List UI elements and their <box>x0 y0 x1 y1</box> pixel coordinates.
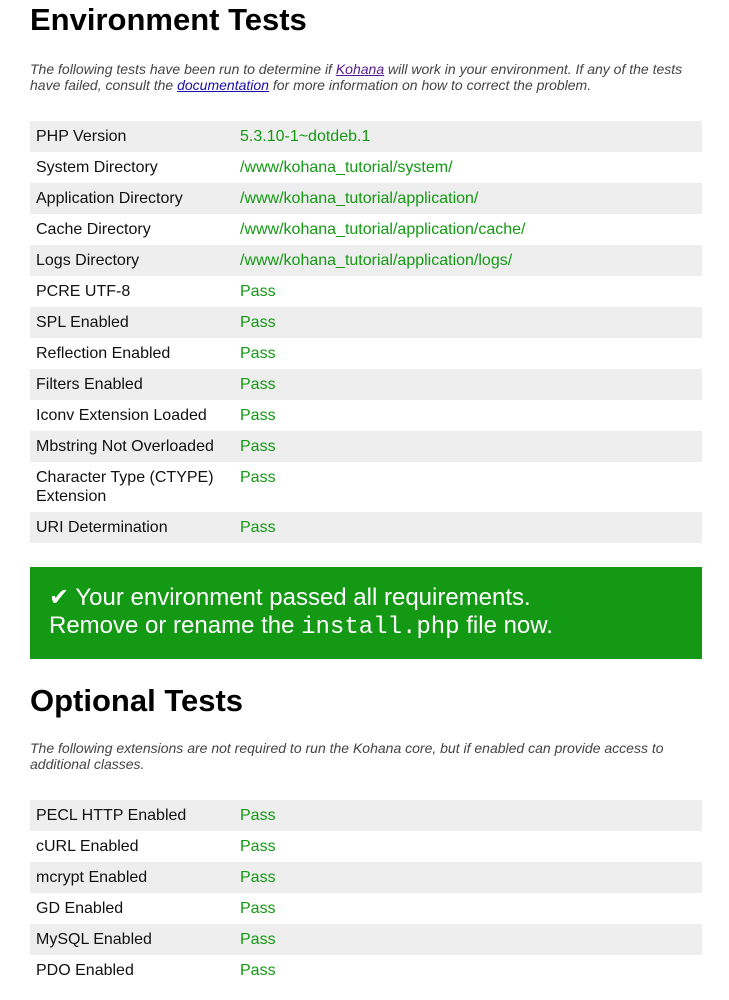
documentation-link[interactable]: documentation <box>177 77 269 93</box>
test-label: MySQL Enabled <box>30 924 234 955</box>
test-result: 5.3.10-1~dotdeb.1 <box>234 121 702 152</box>
test-result: Pass <box>234 369 702 400</box>
page-content <box>30 0 702 986</box>
environment-intro <box>30 61 702 93</box>
table-row <box>30 893 702 924</box>
test-result: Pass <box>234 307 702 338</box>
table-row <box>30 152 702 183</box>
test-label: PCRE UTF-8 <box>36 283 131 300</box>
test-result: Pass <box>234 800 702 831</box>
test-result: Pass <box>234 431 702 462</box>
table-row <box>30 121 702 152</box>
table-row <box>30 924 702 955</box>
test-label: System Directory <box>36 159 158 176</box>
table-row <box>30 276 702 307</box>
table-row <box>30 512 702 543</box>
test-result: /www/kohana_tutorial/application/ <box>234 183 702 214</box>
test-label: Logs Directory <box>30 245 234 276</box>
test-result: Pass <box>234 512 702 543</box>
environment-tests-table <box>30 121 702 543</box>
table-row <box>30 831 702 862</box>
test-result: Pass <box>240 838 276 855</box>
table-row <box>30 400 702 431</box>
test-label: Filters Enabled <box>30 369 234 400</box>
test-result: /www/kohana_tutorial/application/logs/ <box>234 245 702 276</box>
test-label: Iconv Extension Loaded <box>36 407 207 424</box>
test-label: Reflection Enabled <box>36 345 171 362</box>
success-banner <box>30 567 702 659</box>
test-label: cURL Enabled <box>36 838 139 855</box>
notice-text-start: Remove or rename the <box>49 612 302 639</box>
test-result: Pass <box>240 962 276 979</box>
test-result: /www/kohana_tutorial/application/cache/ <box>240 221 526 238</box>
table-row <box>30 862 702 893</box>
test-label: Mbstring Not Overloaded <box>30 431 234 462</box>
test-label: Character Type (CTYPE) Extension <box>36 469 214 505</box>
table-row <box>30 462 702 512</box>
table-row <box>30 369 702 400</box>
install-file-notice <box>49 612 683 642</box>
notice-text-end: file now. <box>459 612 553 639</box>
optional-intro: The following extensions are not required to run the Kohana core, but if enabled can provide access to additional classes. <box>30 740 664 772</box>
intro-text-end: for more information on how to correct the problem. <box>268 77 592 93</box>
test-label: Application Directory <box>30 183 234 214</box>
environment-tests-title: Environment Tests <box>30 2 307 37</box>
test-result: Pass <box>240 345 276 362</box>
test-label: GD Enabled <box>36 900 124 917</box>
test-label: PDO Enabled <box>36 962 134 979</box>
table-row <box>30 245 702 276</box>
test-label: URI Determination <box>30 512 234 543</box>
optional-tests-table <box>30 800 702 986</box>
test-label: PHP Version <box>30 121 234 152</box>
test-result: Pass <box>240 283 276 300</box>
test-result: Pass <box>240 407 276 424</box>
table-row <box>30 431 702 462</box>
test-result: Pass <box>234 924 702 955</box>
test-label: mcrypt Enabled <box>30 862 234 893</box>
test-result: Pass <box>234 862 702 893</box>
kohana-link[interactable]: Kohana <box>335 61 385 77</box>
install-filename: install.php <box>301 614 460 641</box>
table-row <box>30 307 702 338</box>
table-row <box>30 183 702 214</box>
intro-text-start: The following tests have been run to determine if <box>30 61 336 77</box>
success-message: ✔ Your environment passed all requirements. <box>49 584 531 611</box>
table-row <box>30 800 702 831</box>
test-label: SPL Enabled <box>30 307 234 338</box>
optional-tests-title: Optional Tests <box>30 683 244 718</box>
test-label: Cache Directory <box>36 221 151 238</box>
table-row <box>30 338 702 369</box>
test-result: Pass <box>240 900 276 917</box>
intro-text-middle: will work in your environment. If any of the tests have failed, consult the <box>30 61 683 93</box>
test-result: /www/kohana_tutorial/system/ <box>240 159 453 176</box>
table-row <box>30 955 702 986</box>
test-label: PECL HTTP Enabled <box>30 800 234 831</box>
test-result: Pass <box>240 469 276 486</box>
table-row <box>30 214 702 245</box>
